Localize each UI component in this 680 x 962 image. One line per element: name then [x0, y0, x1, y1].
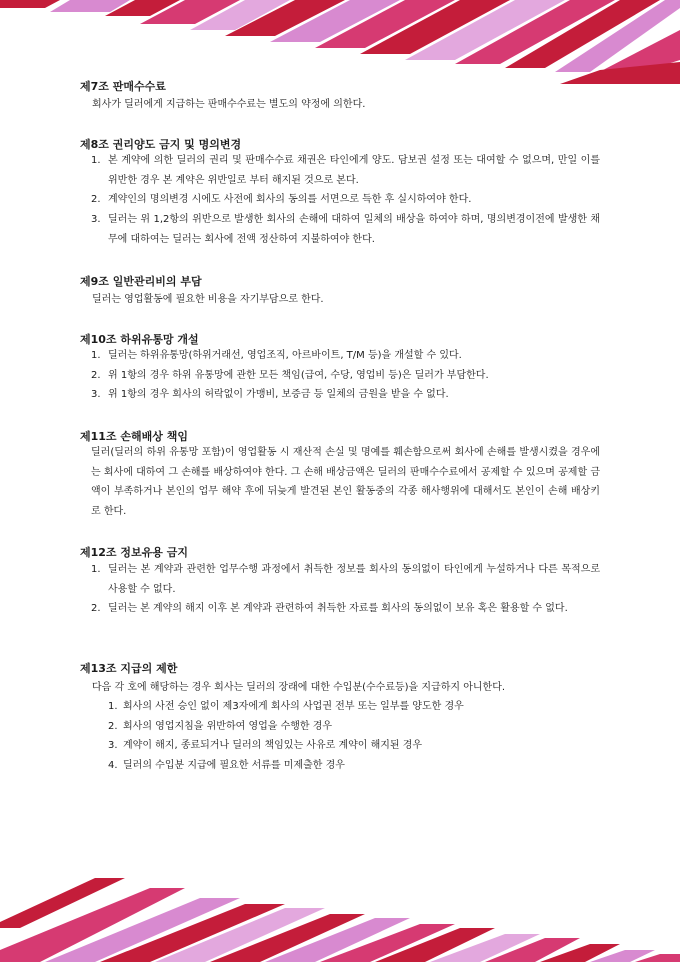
section-8-item-2: 2. 계약인의 명의변경 시에도 사전에 회사의 동의를 서면으로 득한 후 실시하여야 한다.	[91, 194, 472, 205]
section-11-body: 딜러(딜러의 하위 유통망 포함)이 영업활동 시 재산적 손실 및 명예를 훼손함으로써 회사에 손해를 발생시켰을 경우에는 회사에 대하여 그 손해를 배상하여야 한다. 그 손해 배상금액은 딜러의 판매수수료에서 공제할 수 있으며 공제할 금액이 부족하거나 본인의 업무 해약 후에 뒤늦게 발견된 본인 활동중의 각종 해사행위에 대해서도 본인이 손해 배상키로 한다.	[91, 447, 600, 517]
section-7-body: 회사가 딜러에게 지급하는 판매수수료는 별도의 약정에 의한다.	[92, 99, 366, 110]
section-13-item-1: 1. 회사의 사전 승인 없이 제3자에게 회사의 사업권 전부 또는 일부를 양도한 경우	[108, 701, 464, 712]
bottom-stripe-decoration	[0, 870, 680, 962]
section-12-item-1: 1. 딜러는 본 계약과 관련한 업무수행 과정에서 취득한 정보를 회사의 동의없이 타인에게 누설하거나 다른 목적으로 사용할 수 없다.	[91, 564, 600, 595]
section-12-title: 제12조 정보유용 금지	[80, 546, 188, 559]
section-11-title: 제11조 손해배상 책임	[80, 430, 188, 443]
section-13-body: 다음 각 호에 해당하는 경우 회사는 딜러의 장래에 대한 수입분(수수료등)을 지급하지 아니한다.	[92, 682, 506, 693]
section-10-item-1: 1. 딜러는 하위유통망(하위거래선, 영업조직, 아르바이트, T/M 등)을 개설할 수 있다.	[91, 350, 462, 361]
section-7-title: 제7조 판매수수료	[80, 80, 166, 93]
section-13-item-2: 2. 회사의 영업지침을 위반하여 영업을 수행한 경우	[108, 721, 333, 732]
section-13-title: 제13조 지급의 제한	[80, 662, 178, 675]
section-10-item-3: 3. 위 1항의 경우 회사의 허락없이 가맹비, 보증금 등 일체의 금원을 받을 수 없다.	[91, 389, 449, 400]
section-8-item-1: 1. 본 계약에 의한 딜러의 권리 및 판매수수료 채권은 타인에게 양도. 담보권 설정 또는 대여할 수 없으며, 만일 이를 위반한 경우 본 계약은 위반일로 부터 해지된 것으로 본다.	[91, 155, 600, 186]
section-9-body: 딜러는 영업활동에 필요한 비용을 자기부담으로 한다.	[92, 294, 324, 305]
section-9-title: 제9조 일반관리비의 부담	[80, 275, 202, 288]
section-13-item-4: 4. 딜러의 수입분 지급에 필요한 서류를 미제출한 경우	[108, 760, 345, 771]
top-stripe-decoration	[0, 0, 680, 90]
section-12-item-2: 2. 딜러는 본 계약의 해지 이후 본 계약과 관련하여 취득한 자료를 회사의 동의없이 보유 혹은 활용할 수 없다.	[91, 603, 568, 614]
section-13-item-3: 3. 계약이 해지, 종료되거나 딜러의 책임있는 사유로 계약이 해지된 경우	[108, 740, 423, 751]
section-10-item-2: 2. 위 1항의 경우 하위 유통망에 관한 모든 책임(급여, 수당, 영업비 등)은 딜러가 부담한다.	[91, 370, 489, 381]
section-8-title: 제8조 권리양도 금지 및 명의변경	[80, 138, 242, 151]
section-8-item-3: 3. 딜러는 위 1,2항의 위반으로 발생한 회사의 손해에 대하여 일체의 배상을 하여야 하며, 명의변경이전에 발생한 채무에 대하여는 딜러는 회사에 전액 정산하여 지불하여야 한다.	[91, 214, 600, 245]
section-10-title: 제10조 하위유통망 개설	[80, 333, 199, 346]
